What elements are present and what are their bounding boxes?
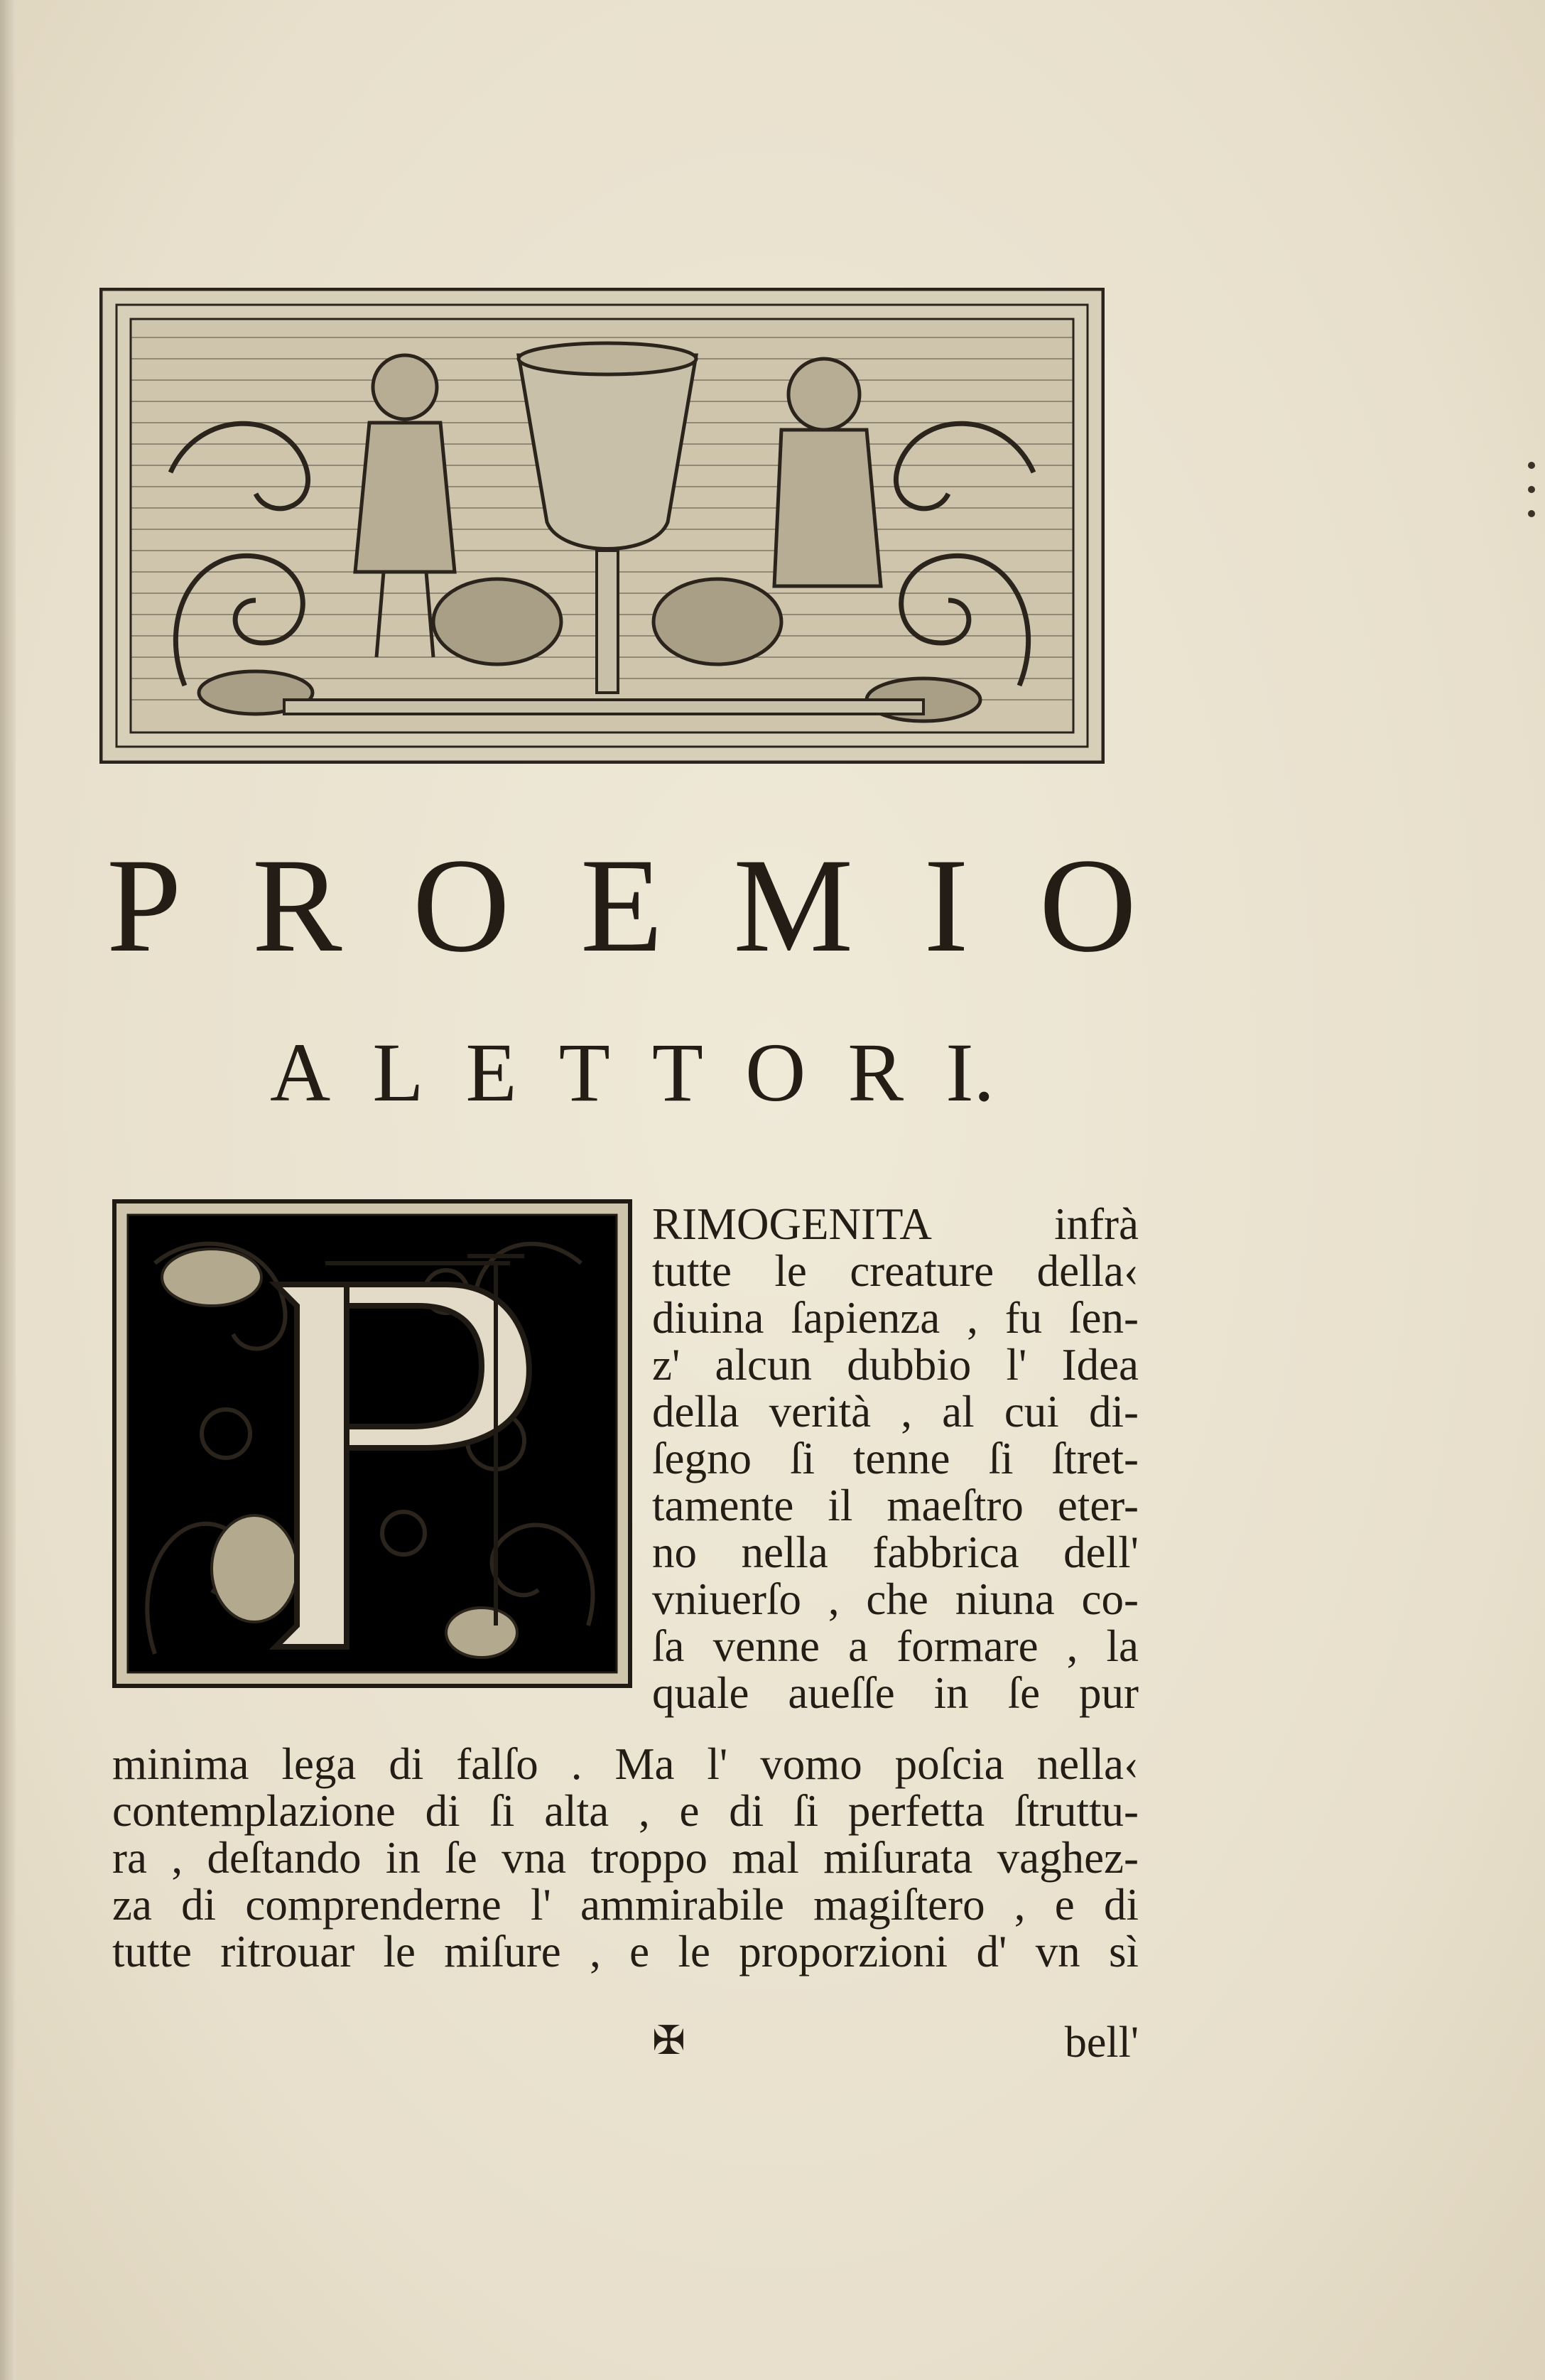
paragraph-wide	[112, 1741, 1139, 1975]
title-letter: I	[923, 831, 969, 980]
page-footer	[112, 2018, 1139, 2067]
subtitle-letter: L	[372, 1026, 424, 1119]
text-line: quale aueſſe in ſe pur	[652, 1668, 1139, 1718]
subtitle-letter: E	[465, 1026, 517, 1119]
decorated-initial-p	[112, 1199, 632, 1688]
subtitle-letter: O	[745, 1026, 806, 1119]
text-line: minima lega di falſo . Ma l' vomo poſcia nella‹	[112, 1739, 1139, 1789]
text-line: za di comprenderne l' ammirabile magiſtero , e di	[112, 1880, 1139, 1930]
title-letter: M	[733, 831, 854, 980]
text-line: contemplazione di ſi alta , e di ſi perfetta ſtruttu-	[112, 1786, 1139, 1836]
title-letter: O	[1039, 831, 1137, 980]
text-line: no nella fabbrica dell'	[652, 1527, 1139, 1577]
text-line: ra , deſtando in ſe vna troppo mal miſurata vaghez-	[112, 1833, 1139, 1883]
text-line: tutte le creature della‹	[652, 1246, 1139, 1296]
subtitle-letter: T	[651, 1026, 703, 1119]
text-line: tamente il maeſtro eter-	[652, 1481, 1139, 1530]
title-letter: E	[580, 831, 663, 980]
engraved-headpiece	[99, 288, 1105, 764]
title-letter: P	[107, 831, 182, 980]
text-line: della verità , al cui di-	[652, 1387, 1139, 1437]
subtitle-letter: T	[558, 1026, 610, 1119]
paragraph-narrow	[652, 1201, 1139, 1716]
margin-dots	[1528, 462, 1535, 534]
text-line: ſegno ſi tenne ſi ſtret-	[652, 1434, 1139, 1483]
text-line: vniuerſo , che niuna co-	[652, 1574, 1139, 1624]
subtitle-letter: R	[847, 1026, 904, 1119]
text-line: RIMOGENITA infrà	[652, 1199, 1139, 1249]
page-title	[107, 831, 1137, 980]
text-line: diuina ſapienza , fu ſen-	[652, 1293, 1139, 1343]
page-subtitle	[270, 1027, 994, 1119]
subtitle-letter: A	[270, 1026, 331, 1119]
catchword: bell'	[1064, 2018, 1139, 2067]
title-letter: R	[251, 831, 342, 980]
subtitle-letter: I.	[945, 1026, 994, 1119]
text-line: ſa venne a formare , la	[652, 1621, 1139, 1671]
binding-gutter	[0, 0, 16, 2380]
title-letter: O	[412, 831, 510, 980]
signature-mark-icon: ✠	[652, 2019, 685, 2063]
text-line: tutte ritrouar le miſure , e le proporzioni d' vn sì	[112, 1927, 1139, 1976]
text-line: z' alcun dubbio l' Idea	[652, 1340, 1139, 1390]
